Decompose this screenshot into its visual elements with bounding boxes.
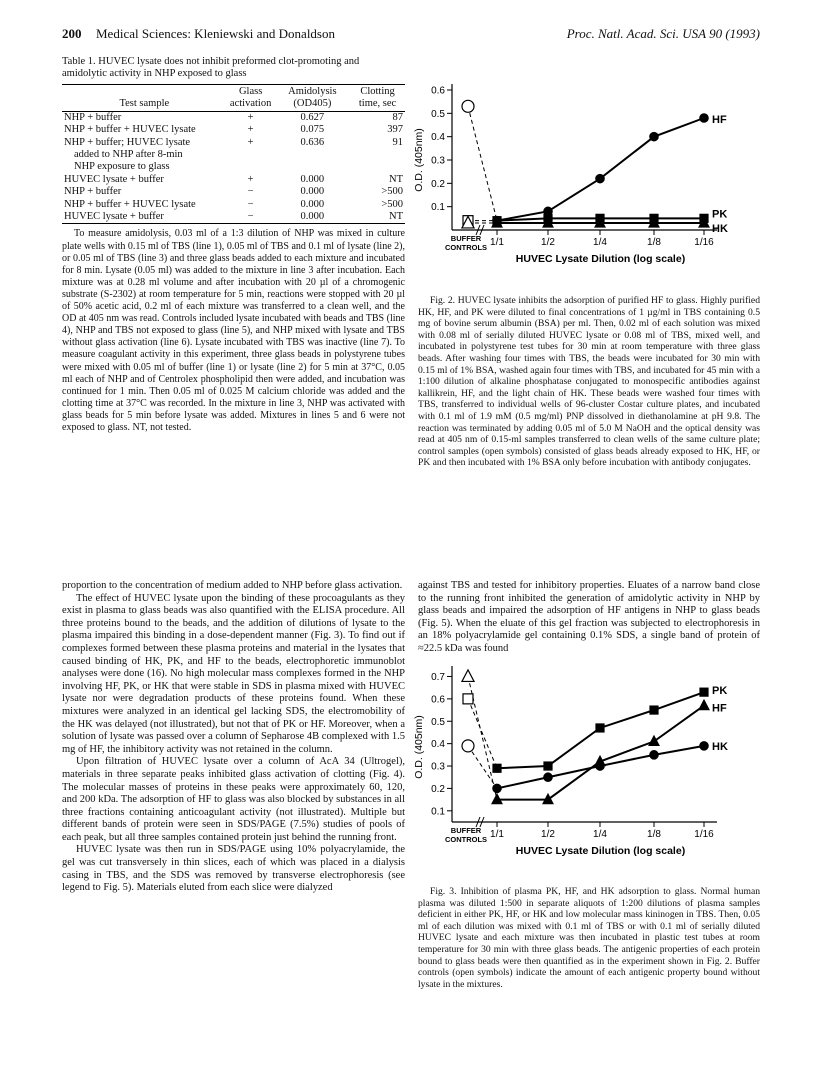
right-body bbox=[418, 580, 760, 656]
table-1-grid bbox=[62, 84, 405, 225]
cell-glass-activation: + bbox=[247, 124, 254, 136]
table-row bbox=[62, 161, 405, 173]
page-number: 200 bbox=[62, 26, 82, 41]
cell-glass-activation: + bbox=[247, 173, 254, 185]
cell-test-sample: HUVEC lysate + buffer bbox=[64, 173, 164, 185]
figure-3-chart bbox=[412, 662, 760, 882]
cell-glass-activation bbox=[227, 149, 275, 161]
y-tick-label: 0.1 bbox=[431, 806, 445, 818]
body-paragraph: proportion to the concentration of medium added to NHP before glass activation. bbox=[62, 580, 403, 591]
control-connector-hf bbox=[468, 106, 497, 220]
cell-test-sample: NHP + buffer + HUVEC lysate bbox=[64, 198, 196, 210]
data-point-hk bbox=[650, 751, 658, 759]
body-paragraph: Upon filtration of HUVEC lysate over a column of AcA 34 (Ultrogel), materials in three separate peaks inhibited glass activation of clotting (Fig. 4). The molecular masses of proteins in these peaks were approximately 60, 120, and 200 kDa. The adsorption of HF to glass was also blocked by substances in all three fractions containing anticoagulant activity (not illustrated). Multiple but different bands of protein were seen in SDS/PAGE (7.5%) studies of pools of each peak, but all three samples contained protein just behind the running front. bbox=[62, 756, 405, 843]
cell-amidolysis: 0.636 bbox=[300, 136, 325, 148]
col-test-sample: Test sample bbox=[62, 84, 227, 111]
data-point-hk bbox=[493, 784, 501, 792]
body-paragraph: HUVEC lysate was then run in SDS/PAGE using 10% polyacrylamide, the gel was cut transversely in thin slices, each of which was placed in a dialysis casing in TBS, and the SDS was removed by transverse electrophoresis (see legend to Fig. 5). Materials eluted from each slice were dialyzed bbox=[62, 844, 405, 894]
data-point-hf bbox=[649, 736, 659, 745]
table-row bbox=[62, 186, 405, 198]
x-tick-label-word: BUFFER bbox=[450, 826, 482, 835]
x-tick-label-word: BUFFER bbox=[450, 234, 482, 243]
figure-2-chart bbox=[412, 80, 760, 290]
figure-3-caption-text: Fig. 3. Inhibition of plasma PK, HF, and HK adsorption to glass. Normal human plasma was diluted 1:500 in separate aliquots of 1:200 dilutions of plasma samples deficient in either PK, HF, or HK and low molecular mass kininogen in TBS. Then, 0.05 ml of each dilution was mixed with 0.1 ml of TBS or with 0.1 ml of serially diluted HUVEC lysate and each mixture was then incubated in plastic test tubes at room temperature for 30 min with three glass beads. The antigenic properties of each protein bound to glass beads were then quantified as in the experiment shown in Fig. 2. Buffer controls (open symbols) indicate the amount of each antigenic property bound without lysate in the mixtures. bbox=[418, 886, 760, 990]
x-tick-label: 1/8 bbox=[647, 237, 661, 248]
data-point-hf bbox=[596, 174, 604, 182]
figure-2-caption bbox=[418, 295, 760, 469]
control-connector-pk bbox=[468, 699, 497, 768]
cell-test-sample: NHP + buffer bbox=[64, 111, 122, 123]
series-line-hf bbox=[497, 118, 704, 221]
cell-glass-activation: − bbox=[247, 186, 254, 198]
x-tick-label-word: CONTROLS bbox=[444, 835, 488, 844]
table-footnote-text: To measure amidolysis, 0.03 ml of a 1:3 dilution of NHP was mixed in culture plate wells with 0.15 ml of TBS (line 1), 0.05 ml of TBS and 0.1 ml of lysate (line 2), or 0.05 ml of TBS (line 3) and three glass beads added to each mixture and incubated for 8 min. Lysate (0.05 ml) was added to the mixture in line 3 after incubation. Each mixture was at 0.28 ml volume and after incubation with 20 µl of a chromogenic substrate (S-2302) at room temperature for 5 min, reactions were stopped with 20 µl of 50% acetic acid, 0.2 ml of each mixture was transferred to a clean well, and the OD at 405 nm was read. Controls included lysate incubated with beads and TBS (line 4), NHP and TBS not exposed to glass (line 5), and NHP mixed with lysate and TBS without glass activation (line 6). Lysate incubated with TBS was inactive (line 7). To measure coagulant activity in this experiment, three glass beads in polystyrene tubes were mixed with 0.05 ml of buffer (line 1) or lysate (line 2) for 5 min at 37°C, 0.05 ml each of NHP and of Centrolex phospholipid then were added, and incubation was continued for 1 min. Then 0.05 ml of 0.025 M calcium chloride was added and the clotting time at 37°C was recorded. In the mixture in line 3, NHP was activated with glass beads for 5 min before lysate was added. Mixtures in lines 5 and 6 were not exposed to glass. NT, not tested. bbox=[62, 228, 405, 433]
y-tick-label: 0.5 bbox=[431, 716, 445, 728]
table-row bbox=[62, 124, 405, 136]
data-point-hk bbox=[596, 762, 604, 770]
cell-amidolysis bbox=[275, 161, 350, 173]
series-label-hk: HK bbox=[712, 740, 728, 753]
x-tick-label-controls bbox=[445, 826, 487, 844]
cell-test-sample: added to NHP after 8-min bbox=[74, 149, 183, 161]
cell-amidolysis bbox=[275, 149, 350, 161]
y-tick-label: 0.4 bbox=[431, 132, 445, 144]
cell-clotting-time: 91 bbox=[392, 136, 403, 148]
table-row bbox=[62, 174, 405, 186]
running-head bbox=[62, 26, 760, 46]
cell-clotting-time: NT bbox=[389, 173, 403, 185]
cell-glass-activation: − bbox=[247, 198, 254, 210]
x-tick-label: 1/2 bbox=[541, 829, 555, 840]
data-point-pk bbox=[650, 706, 658, 714]
control-point-hk bbox=[462, 740, 474, 752]
y-tick-label: 0.2 bbox=[431, 783, 445, 795]
control-point-pk bbox=[463, 694, 473, 704]
cell-clotting-time: 397 bbox=[387, 124, 403, 136]
table-row bbox=[62, 211, 405, 224]
series-label-pk: PK bbox=[712, 208, 728, 221]
data-point-hf bbox=[650, 132, 658, 140]
y-tick-label: 0.6 bbox=[431, 85, 445, 97]
cell-amidolysis: 0.000 bbox=[300, 198, 325, 210]
cell-glass-activation: − bbox=[227, 211, 275, 224]
data-point-hf bbox=[699, 700, 709, 709]
series-label-hf: HF bbox=[712, 114, 727, 126]
table-row bbox=[62, 111, 405, 124]
table-row bbox=[62, 199, 405, 211]
y-axis-label: O.D. (405nm) bbox=[413, 715, 425, 779]
cell-glass-activation bbox=[227, 161, 275, 173]
cell-glass-activation: + bbox=[247, 136, 254, 148]
y-tick-label: 0.5 bbox=[431, 108, 445, 120]
cell-amidolysis: 0.627 bbox=[300, 111, 325, 123]
cell-clotting-time bbox=[350, 161, 405, 173]
table-1 bbox=[62, 56, 405, 434]
x-tick-label: 1/4 bbox=[593, 829, 607, 840]
figure-2-caption-text: Fig. 2. HUVEC lysate inhibits the adsorption of purified HF to glass. Highly purified HK, HF, and PK were diluted to final concentrations of 1 µg/ml in TBS containing 0.5 mg of bovine serum albumin (BSA) per ml. Then, 0.02 ml of each solution was mixed with 0.08 ml of serially diluted HUVEC lysate or 0.08 ml of TBS, mixed well, and incubated in polystyrene test tubes for 30 min at room temperature with three glass beads. After washing four times with TBS, the beads were incubated for 30 min with 0.15 ml of 1% BSA, washed again four times with TBS, and incubated for 45 min with a 1:100 dilution of alkaline phosphatase conjugated to monospecific antibodies against kallikrein, HF, and the light chain of HK. These beads were washed four times with TBS, transferred to individual wells of 96-cluster Costar culture plates, and incubated with 0.1 ml of 1.9 mM (0.5 mg/ml) PNP dissolved in diethanolamine at pH 9.8. The reaction was terminated by adding 0.05 ml of 5.0 M NaOH and the optical density was read at 405 nm of 0.15-ml samples transferred to clean wells of the same culture plate; control samples (open symbols) consisted of glass beads already exposed to HK, HF, or PK and then incubated with 1% BSA only before incubation with antibody conjugates. bbox=[418, 295, 760, 469]
data-point-hk bbox=[544, 773, 552, 781]
data-point-hf bbox=[700, 114, 708, 122]
y-tick-label: 0.4 bbox=[431, 739, 445, 751]
x-tick-label: 1/1 bbox=[490, 237, 504, 248]
table-row bbox=[62, 137, 405, 149]
cell-test-sample: HUVEC lysate + buffer bbox=[62, 211, 227, 224]
cell-test-sample: NHP + buffer; HUVEC lysate bbox=[64, 136, 191, 148]
cell-clotting-time: NT bbox=[350, 211, 405, 224]
figure-3-caption bbox=[418, 886, 760, 990]
cell-test-sample: NHP exposure to glass bbox=[74, 161, 170, 173]
x-tick-label: 1/8 bbox=[647, 829, 661, 840]
left-body bbox=[62, 580, 405, 895]
cell-test-sample: NHP + buffer bbox=[64, 186, 122, 198]
series-line-hf bbox=[497, 706, 704, 800]
body-paragraph: against TBS and tested for inhibitory properties. Eluates of a narrow band close to the running front inhibited the generation of amidolytic activity in NHP by glass beads and impaired the adsorption of HF antigens in NHP to glass beads (Fig. 5). When the eluate of this gel fraction was subjected to electrophoresis in an 18% polyacrylamide gel containing 0.1% SDS, a single band of protein of ≈22.5 kDa was found bbox=[418, 580, 760, 654]
table-row bbox=[62, 149, 405, 161]
cell-clotting-time: 87 bbox=[392, 111, 403, 123]
data-point-hk bbox=[700, 742, 708, 750]
y-axis-label: O.D. (405nm) bbox=[413, 128, 425, 192]
y-tick-label: 0.1 bbox=[431, 202, 445, 214]
x-tick-label: 1/2 bbox=[541, 237, 555, 248]
x-tick-label: 1/16 bbox=[694, 829, 714, 840]
y-tick-label: 0.6 bbox=[431, 694, 445, 706]
y-tick-label: 0.2 bbox=[431, 178, 445, 190]
x-tick-label: 1/16 bbox=[694, 237, 714, 248]
x-axis-label: HUVEC Lysate Dilution (log scale) bbox=[515, 845, 686, 857]
table-title: Table 1. HUVEC lysate does not inhibit preformed clot-promoting and amidolytic activity in NHP exposed to glass bbox=[62, 56, 360, 80]
data-point-pk bbox=[700, 688, 708, 696]
series-label-hf: HF bbox=[712, 702, 727, 715]
y-tick-label: 0.3 bbox=[431, 155, 445, 167]
data-point-pk bbox=[493, 764, 501, 772]
control-point-hf bbox=[462, 100, 474, 112]
body-paragraph: The effect of HUVEC lysate upon the binding of these procoagulants as they exist in plasma to glass beads was also quantified with the ELISA procedure. All three proteins bound to the beads, and the addition of dilutions of lysate to the plasma impaired this binding in a dose-dependent manner (Fig. 3). To find out if complexes formed between these plasma proteins and material in the lysates that caused binding of HK, PK, and HF to the beads, electrophoretic immunoblot analyses were done (16). No high molecular mass complexes formed in the NHP involving HF, PK, or HK that were stable in SDS in plasma mixed with HUVEC lysate nor were degradation products of these proteins found. When these mixtures were analyzed in an identical gel lacking SDS, the electromobility of the HK was delayed (not illustrated), but not that of PK or HF. Moreover, when a solution of lysate was passed over a column of Sepharose 4B complexed with 1.5 mg of HF, the inhibitory activity was not retained in the column. bbox=[62, 592, 405, 755]
journal-citation: Proc. Natl. Acad. Sci. USA 90 (1993) bbox=[566, 26, 760, 41]
series-label-hk: HK bbox=[712, 223, 728, 235]
cell-clotting-time: >500 bbox=[381, 198, 403, 210]
cell-amidolysis: 0.000 bbox=[300, 186, 325, 198]
x-axis-label: HUVEC Lysate Dilution (log scale) bbox=[515, 253, 686, 265]
table-footnote bbox=[62, 228, 405, 434]
y-tick-label: 0.7 bbox=[431, 671, 445, 683]
control-point-hf bbox=[462, 670, 474, 682]
cell-amidolysis: 0.075 bbox=[300, 124, 325, 136]
data-point-pk bbox=[544, 762, 552, 770]
cell-clotting-time bbox=[350, 149, 405, 161]
col-clotting-time: Clotting time, sec bbox=[350, 84, 405, 111]
cell-glass-activation: + bbox=[247, 111, 254, 123]
cell-amidolysis: 0.000 bbox=[300, 173, 325, 185]
col-glass-activation: Glass activation bbox=[227, 84, 275, 111]
data-point-pk bbox=[596, 724, 604, 732]
running-title: Medical Sciences: Kleniewski and Donaldson bbox=[96, 26, 335, 41]
cell-amidolysis: 0.000 bbox=[275, 211, 350, 224]
cell-clotting-time: >500 bbox=[381, 186, 403, 198]
cell-test-sample: NHP + buffer + HUVEC lysate bbox=[64, 124, 196, 136]
series-label-pk: PK bbox=[712, 685, 728, 698]
x-tick-label-word: CONTROLS bbox=[444, 243, 488, 252]
x-tick-label-controls bbox=[445, 234, 487, 252]
y-tick-label: 0.3 bbox=[431, 761, 445, 773]
x-tick-label: 1/1 bbox=[490, 829, 504, 840]
x-tick-label: 1/4 bbox=[593, 237, 607, 248]
col-amidolysis: Amidolysis (OD405) bbox=[275, 84, 350, 111]
